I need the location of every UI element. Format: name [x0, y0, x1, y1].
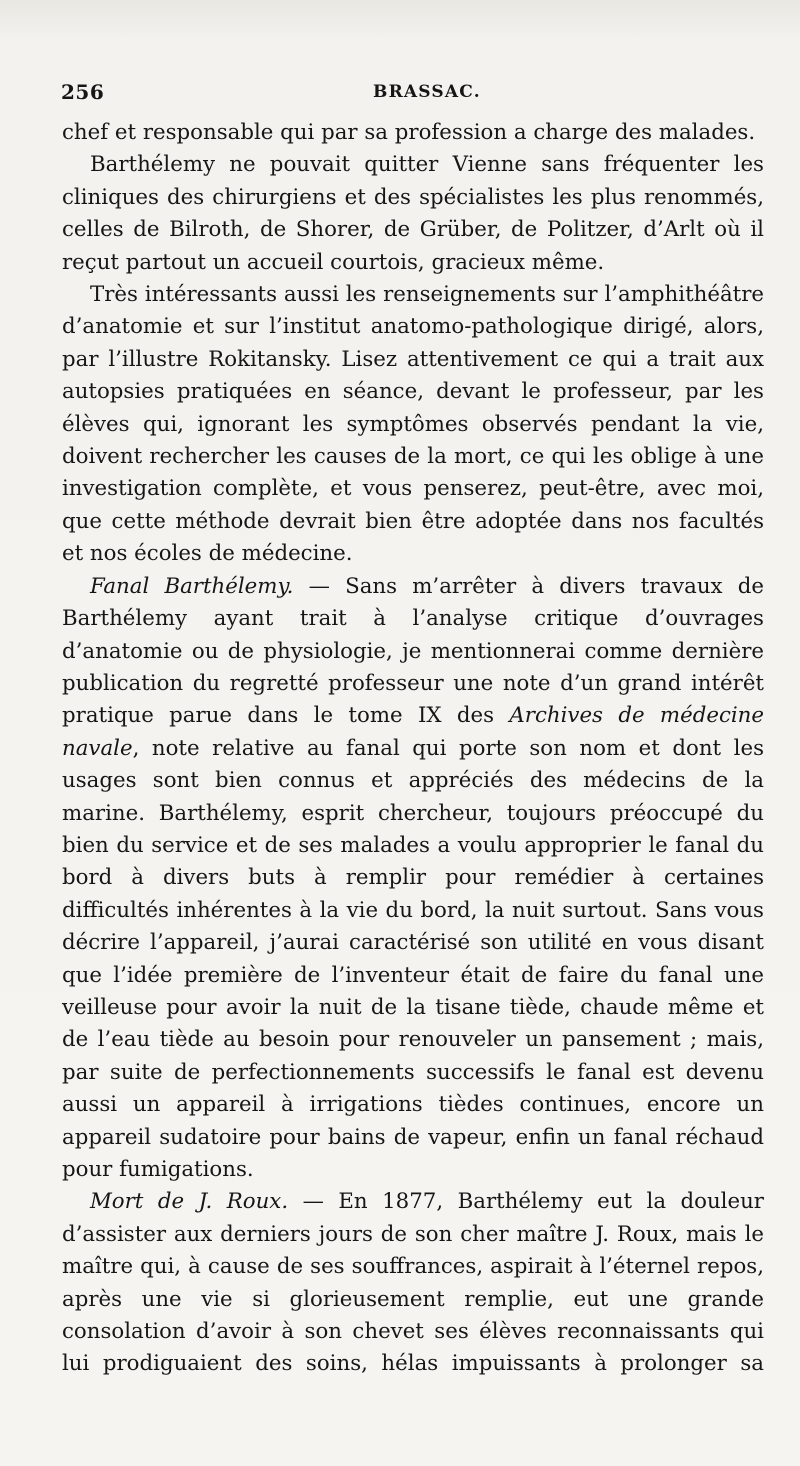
page-number: 256 [61, 80, 105, 104]
paragraph-text: — Sans m’arrêter à divers travaux de Barthélemy ayant trait à l’analyse critique d’ouvrages d’anatomie ou de physiologie, je mentionnerai comme dernière publication du regretté professeur une note d’un grand intérêt pratique parue dans le tome IX des [62, 573, 764, 729]
journal-title: Archives de médecine navale [62, 703, 765, 761]
paragraph-vienna-clinics: Barthélemy ne pouvait quitter Vienne sans fréquenter les cliniques des chirurgiens et des spécialistes les plus renommés, celles de Bilroth, de Shorer, de Grüber, de Politzer, d’Arlt où il reçut partout un accueil courtois, gracieux même. [62, 152, 764, 275]
section-heading-roux: Mort de J. Roux. [90, 1189, 289, 1215]
section-heading-fanal: Fanal Barthélemy. [90, 573, 294, 599]
body-text [62, 117, 764, 1381]
paragraph-text: , note relative au fanal qui porte son nom et dont les usages sont bien connus et appréciés des médecins de la marine. Barthélemy, esprit chercheur, toujours préoccupé du bien du service et de ses malades a voulu approprier le fanal du bord à divers buts à remplir pour remédier à certaines difficultés inhérentes à la vie du bord, la nuit surtout. Sans vous décrire l’appareil, j’aurai caractérisé son utilité en vous disant que l’idée première de l’inventeur était de faire du fanal une veilleuse pour avoir la nuit de la tisane tiède, chaude même et de l’eau tiède au besoin pour renouveler un pansement ; mais, par suite de perfectionnements successifs le fanal est devenu aussi un appareil à irrigations tièdes continues, encore un appareil sudatoire pour bains de vapeur, enfin un fanal réchaud pour fumigations. [62, 735, 764, 1182]
paragraph-text: — En 1877, Barthélemy eut la douleur d’assister aux derniers jours de son cher maître J. Roux, mais le maître qui, à cause de ses souffrances, aspirait à l’éternel repos, après une vie si glorieusement remplie, eut une grande consolation d’avoir à son chevet ses élèves reconnaissants qui lui prodiguaient des soins, hélas impuissants à prolonger sa [62, 1189, 764, 1377]
paragraph-fanal-barthelemy [62, 571, 764, 1187]
paragraph-mort-roux [62, 1186, 764, 1380]
page-header [61, 80, 760, 108]
paragraph-anatomy-institute: Très intéressants aussi les renseignements sur l’amphithéâtre d’anatomie et sur l’institut anatomo-pathologique dirigé, alors, par l’illustre Rokitansky. Lisez attentivement ce qui a trait aux autopsies pratiquées en séance, devant le professeur, par les élèves qui, ignorant les symptômes observés pendant la vie, doivent rechercher les causes de la mort, ce qui les oblige à une investigation complète, et vous penserez, peut-être, avec moi, que cette méthode devrait bien être adoptée dans nos facultés et nos écoles de médecine. [62, 282, 764, 567]
paragraph-continuation: chef et responsable qui par sa profession a charge des malades. [62, 120, 756, 145]
running-head: BRASSAC. [373, 82, 481, 102]
